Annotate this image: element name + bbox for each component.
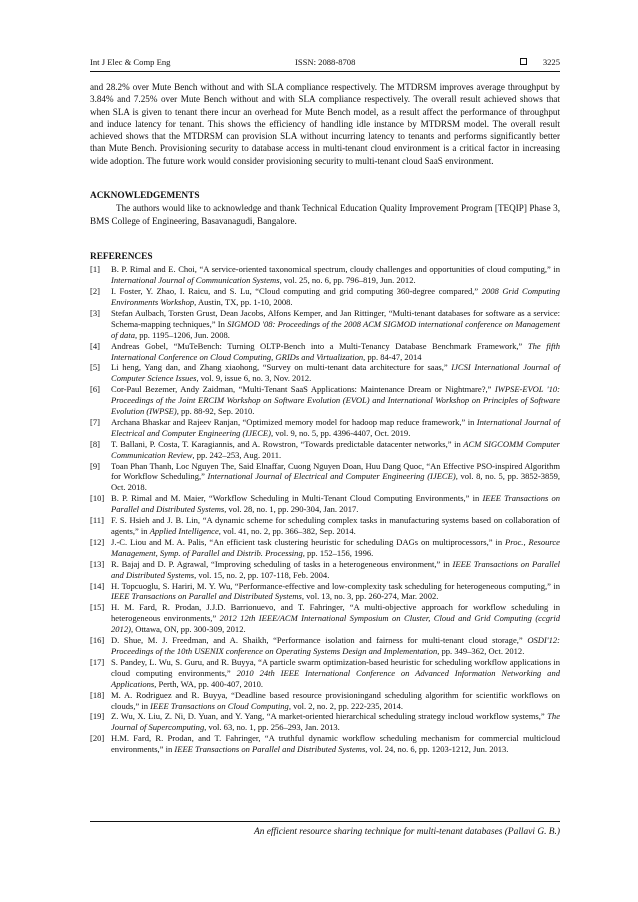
reference-text: I. Foster, Y. Zhao, I. Raicu, and S. Lu, “Cloud computing and grid computing 360-degree compared,” [111, 286, 482, 297]
reference-item [90, 286, 560, 308]
reference-details: , vol. 8, no. 5, pp. 3852-3859, Oct. 2018. [111, 471, 560, 493]
page-content [90, 81, 560, 755]
acknowledgements-heading: ACKNOWLEDGEMENTS [90, 191, 200, 202]
reference-source: International Journal of Electrical and Computer Engineering (IJECE) [111, 416, 560, 438]
reference-item [90, 559, 560, 581]
reference-item [90, 690, 560, 712]
reference-number: [17] [90, 656, 105, 667]
reference-details: , pp. 242–253, Aug. 2011. [192, 449, 282, 460]
reference-source: IWPSE-EVOL '10: Proceedings of the Joint ERCIM Workshop on Software Evolution (EVOL) and International Workshop on Principles of Software Evolution (IWPSE) [111, 384, 560, 417]
acknowledgements-text: The authors would like to acknowledge and thank Technical Education Quality Improvement Program [TEQIP] Phase 3, BMS College of Engineering, Basavanagudi, Bangalore. [90, 203, 560, 226]
reference-source: 2012 12th IEEE/ACM International Symposium on Cluster, Cloud and Grid Computing (ccgrid 2012) [111, 613, 560, 635]
page-header [90, 57, 560, 71]
reference-details: , pp. 88-92, Sep. 2010. [176, 406, 255, 417]
page-footer: An efficient resource sharing technique for multi-tenant databases (Pallavi G. B.) [253, 827, 560, 837]
reference-details: , pp. 152–156, 1996. [302, 547, 374, 558]
reference-text: Li heng, Yang dan, and Zhang xiaohong, “Survey on multi-tenant data architecture for saas,” [111, 362, 452, 373]
reference-details: , Perth, WA, pp. 400-407, 2010. [154, 678, 264, 689]
reference-text: H.M. Fard, R. Prodan, and T. Fahringer, “A truthful dynamic workflow scheduling mechanism for commercial multicloud environments,” in [111, 733, 560, 755]
references-heading: REFERENCES [90, 251, 153, 262]
reference-number: [9] [90, 460, 100, 471]
reference-source: The fifth International Conference on Cloud Computing, GRIDs and Virtualization [111, 340, 560, 362]
reference-item [90, 515, 560, 537]
page-number: 3225 [542, 57, 560, 67]
reference-source: Applied Intelligence [149, 526, 219, 537]
reference-number: [2] [90, 286, 100, 297]
reference-item [90, 439, 560, 461]
reference-source: 2010 24th IEEE International Conference on Advanced Information Networking and Applications [111, 667, 560, 689]
reference-number: [20] [90, 733, 105, 744]
checkbox-square-icon [520, 58, 527, 65]
reference-text: Z. Wu, X. Liu, Z. Ni, D. Yuan, and Y. Yang, “A market-oriented hierarchical scheduling strategy incloud workflow systems,” [111, 711, 548, 722]
reference-list [90, 264, 560, 755]
reference-text: J.-C. Liou and M. A. Palis, “An efficient task clustering heuristic for scheduling DAGs on multiprocessors,” in [111, 536, 506, 547]
reference-number: [3] [90, 307, 100, 318]
reference-details: , vol. 41, no. 2, pp. 366–382, Sep. 2014. [218, 526, 356, 537]
reference-item [90, 733, 560, 755]
reference-item [90, 417, 560, 439]
reference-text: B. P. Rimal and E. Choi, “A service-oriented taxonomical spectrum, cloudy challenges and opportunities of cloud computing,” in [111, 264, 560, 275]
reference-number: [10] [90, 493, 105, 504]
reference-details: , pp. 84-47, 2014 [363, 351, 422, 362]
reference-source: IEEE Transactions on Parallel and Distributed Systems [174, 744, 366, 755]
reference-source: IJCSI International Journal of Computer Science Issues [111, 362, 560, 384]
reference-number: [16] [90, 635, 105, 646]
reference-number: [6] [90, 384, 100, 395]
reference-item [90, 461, 560, 494]
reference-details: , vol. 28, no. 1, pp. 290-304, Jan. 2017. [224, 504, 359, 515]
reference-text: T. Ballani, P. Costa, T. Karagiannis, and A. Rowstron, “Towards predictable datacenter networks,” in [111, 438, 464, 449]
reference-number: [14] [90, 580, 105, 591]
reference-number: [11] [90, 515, 104, 526]
reference-item [90, 602, 560, 635]
issn: ISSN: 2088-8708 [295, 57, 356, 67]
reference-text: Andreas Gobel, “MuTeBench: Turning OLTP-Bench into a Multi-Tenancy Database Benchmark Framework,” [111, 340, 528, 351]
reference-source: IEEE Transactions on Cloud Computing [150, 700, 289, 711]
reference-text: Toan Phan Thanh, Loc Nguyen The, Said Elnaffar, Cuong Nguyen Doan, Huu Dang Quoc, “An Effective PSO-inspired Algorithm for Workflow Scheduling,” [111, 460, 560, 482]
reference-details: , vol. 9, no. 5, pp. 4396-4407, Oct. 2019. [270, 427, 411, 438]
reference-item [90, 264, 560, 286]
reference-details: , vol. 9, issue 6, no. 3, Nov. 2012. [196, 373, 312, 384]
reference-text: Cor-Paul Bezemer, Andy Zaidman, “Multi-Tenant SaaS Applications: Maintenance Dream or Nightmare?,” [111, 384, 495, 395]
conclusion-paragraph: and 28.2% over Mute Bench without and with SLA compliance respectively. The MTDRSM improves average throughput by 3.84% and 7.25% over Mute Bench without and with SLA compliance respectively. The overall result achieved shows that when SLA is given to tenant there incur an overhead for Mute Bench model, as a result affect the performance of throughput and induce latency for tenant. This shows the efficiency of handling idle instance by MTDRSM model. The overall result achieved shows that the MTDRSM can provision SLA without incurring latency to tenants and performs significantly better than Mute Bench. Provisioning security to database access in multi-tenant cloud environment is a critical factor in increasing wide adoption. The future work would consider provisioning security to multi-tenant cloud SaaS environment. [90, 82, 560, 166]
reference-number: [18] [90, 689, 105, 700]
header-rule [90, 71, 560, 72]
reference-details: , vol. 63, no. 1, pp. 256–293, Jan. 2013. [204, 722, 340, 733]
reference-text: Archana Bhaskar and Rajeev Ranjan, “Optimized memory model for hadoop map reduce framework,” in [111, 416, 477, 427]
reference-text: D. Shue, M. J. Freedman, and A. Shaikh, “Performance isolation and fairness for multi-tenant cloud storage,” [111, 635, 528, 646]
reference-details: , Ottawa, ON, pp. 300-309, 2012. [130, 624, 246, 635]
footer-rule [90, 821, 560, 822]
reference-item [90, 362, 560, 384]
reference-source: International Journal of Electrical and Computer Engineering (IJECE) [207, 471, 456, 482]
reference-details: , vol. 15, no. 2, pp. 107-118, Feb. 2004. [194, 569, 330, 580]
reference-item [90, 384, 560, 417]
reference-number: [19] [90, 711, 105, 722]
reference-number: [5] [90, 362, 100, 373]
reference-text: Stefan Aulbach, Torsten Grust, Dean Jacobs, Alfons Kemper, and Jan Rittinger, “Multi-tenant databases for software as a service: Schema-mapping techniques,” In [111, 307, 560, 329]
reference-source: International Journal of Communication Systems [111, 275, 280, 286]
reference-text: H. M. Fard, R. Prodan, J.J.D. Barrionuevo, and T. Fahringer, “A multi-objective approach for workflow scheduling in heterogeneous environments,” [111, 602, 560, 624]
reference-item [90, 711, 560, 733]
reference-number: [1] [90, 264, 100, 275]
reference-source: Proc., Resource Management, Symp. of Parallel and Distrib. Processing [111, 536, 560, 558]
reference-source: IEEE Transactions on Parallel and Distributed Systems [111, 558, 560, 580]
reference-number: [13] [90, 558, 105, 569]
reference-item [90, 493, 560, 515]
reference-details: , pp. 349–362, Oct. 2012. [437, 645, 525, 656]
reference-source: 2008 Grid Computing Environments Workshop [111, 286, 560, 307]
reference-text: M. A. Rodriguez and R. Buyya, “Deadline based resource provisioningand scheduling algorithm for scientific workflows on clouds,” in [111, 689, 560, 711]
reference-details: , pp. 1195–1206, Jun. 2008. [134, 329, 230, 340]
reference-details: , vol. 25, no. 6, pp. 796–819, Jun. 2012. [279, 275, 416, 286]
reference-details: , vol. 24, no. 6, pp. 1203-1212, Jun. 2013. [365, 744, 509, 755]
reference-details: , vol. 13, no. 3, pp. 260-274, Mar. 2002. [301, 591, 439, 602]
reference-source: ACM SIGCOMM Computer Communication Review [111, 438, 560, 460]
reference-details: , vol. 2, no. 2, pp. 222-235, 2014. [288, 700, 404, 711]
reference-text: S. Pandey, L. Wu, S. Guru, and R. Buyya, “A particle swarm optimization-based heuristic for scheduling workflow applications in cloud computing environments,” [111, 656, 560, 678]
reference-details: , Austin, TX, pp. 1-10, 2008. [194, 296, 293, 307]
reference-text: H. Topcuoglu, S. Hariri, M. Y. Wu, “Performance-effective and low-complexity task scheduling for heterogeneous computing,” in [111, 580, 560, 591]
reference-number: [8] [90, 438, 100, 449]
reference-item [90, 308, 560, 341]
reference-source: OSDI'12: Proceedings of the 10th USENIX conference on Operating Systems Design and Implementation [111, 635, 560, 656]
journal-name: Int J Elec & Comp Eng [90, 57, 171, 67]
reference-text: B. P. Rimal and M. Maier, “Workflow Scheduling in Multi-Tenant Cloud Computing Environments,” in [111, 493, 483, 504]
reference-item [90, 581, 560, 603]
reference-source: The Journal of Supercomputing [111, 711, 560, 733]
reference-item [90, 341, 560, 363]
reference-number: [12] [90, 536, 105, 547]
reference-item [90, 635, 560, 657]
reference-item [90, 537, 560, 559]
reference-number: [7] [90, 416, 100, 427]
reference-item [90, 657, 560, 690]
reference-number: [4] [90, 340, 100, 351]
reference-source: IEEE Transactions on Parallel and Distributed Systems [111, 493, 561, 515]
reference-text: R. Bajaj and D. P. Agrawal, “Improving scheduling of tasks in a heterogeneous environment,” in [111, 558, 453, 569]
reference-text: F. S. Hsieh and J. B. Lin, “A dynamic scheme for scheduling complex tasks in manufacturing systems based on collaboration of agents,” in [111, 515, 560, 537]
reference-number: [15] [90, 602, 105, 613]
reference-source: IEEE Transactions on Parallel and Distributed Systems [111, 591, 302, 602]
reference-source: SIGMOD '08: Proceedings of the 2008 ACM SIGMOD international conference on Management of data [111, 318, 560, 340]
